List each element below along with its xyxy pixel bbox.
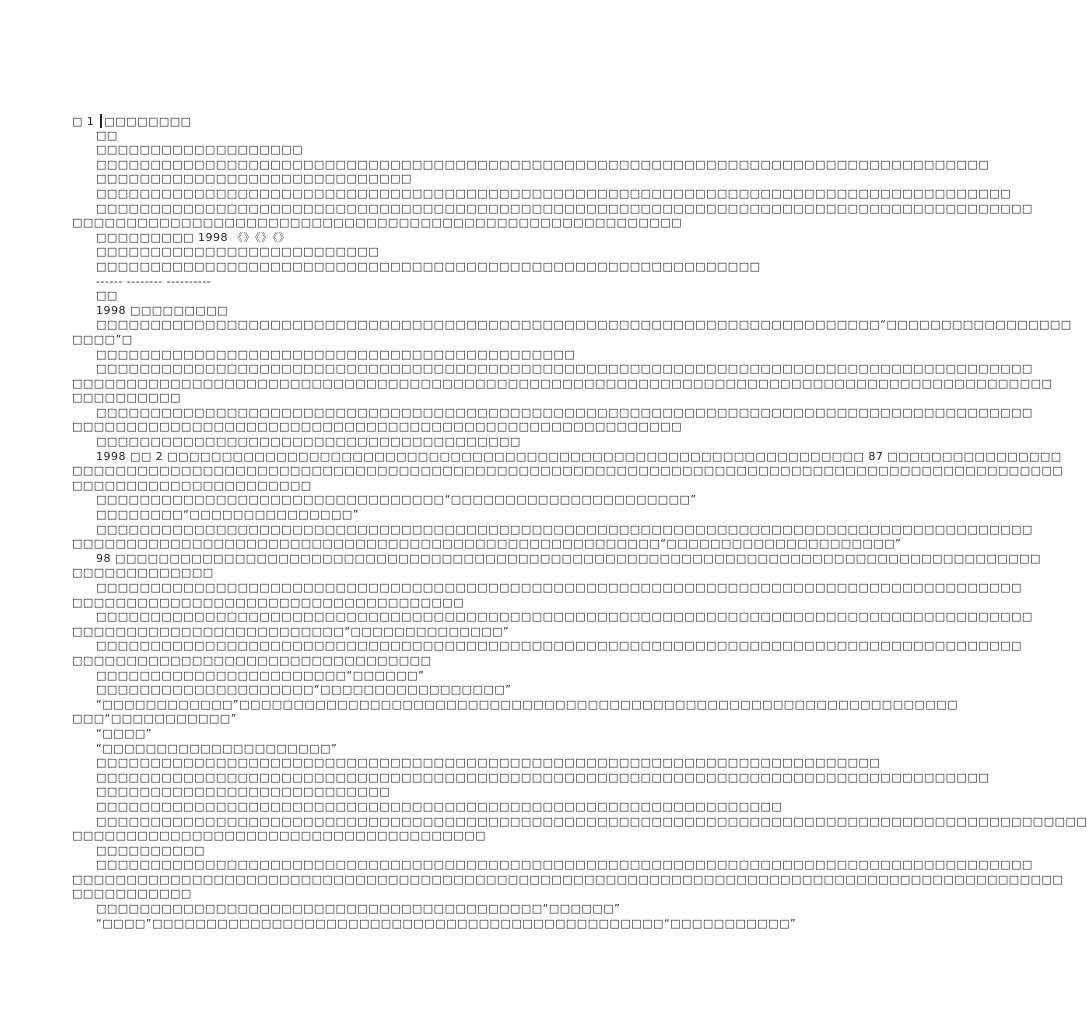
line-text: □□ bbox=[96, 289, 118, 303]
line-text: □□□□□□□□□□□□□□□□□□□□□□□□□□□□□□□□□□□□□□□□□□□□□□□□□□□□□□□□ bbox=[72, 420, 683, 434]
line-text: □□□□□□□□□□□□□□□□□□□□□□□□□□□□□□□□□□□□□□□□□□□□□□□□□□□□□□□□□□□□□□□□□□□□□□□□□□□□□□□□□□□□ bbox=[96, 186, 1012, 200]
text-line bbox=[72, 844, 708, 859]
text-line bbox=[72, 318, 1072, 333]
line-text: □□□□□□□□□□□□□□□□□□□□□□□□□□□□□□□□□ bbox=[72, 653, 432, 667]
line-text: □□□□□□□□“□□□□□□□□□□□□□□□” bbox=[96, 508, 359, 522]
text-line bbox=[72, 756, 881, 771]
line-text: □□□□□□□□□□ bbox=[96, 843, 205, 857]
text-line bbox=[72, 376, 1053, 392]
line-text: □□□□□□□□□□□□□□□□□□□□□□□□□□□□□□□□□□□□ bbox=[72, 595, 465, 609]
line-text: □□□□□□□□□□□□□□□□□□□□□□□□□□□□□□□□□□□□□□□□□□□□□□□□□□□□□□□□ bbox=[72, 216, 683, 230]
text-line bbox=[72, 157, 990, 173]
text-line bbox=[72, 129, 708, 144]
text-line bbox=[72, 435, 708, 450]
text-line bbox=[72, 362, 1033, 377]
line-text: □□□□□□□□□□□□□□□□□□□□□□ bbox=[72, 478, 312, 492]
text-line bbox=[72, 727, 708, 742]
text-line bbox=[72, 143, 708, 158]
document-body bbox=[72, 114, 1087, 931]
text-line bbox=[72, 902, 708, 917]
text-line bbox=[72, 566, 708, 581]
text-line bbox=[72, 186, 1012, 202]
line-text: □□□□□□□□□□□□□□□□□□□□□□□□□□□□□□□□□□□□□□□□□□□□□□□□□□□□□□□□□□□□□□□□□□□□□□□□□□□□□□□□□□□□□ bbox=[96, 639, 1022, 653]
line-text: □□□□□□□□□ 1998 《》《》《》 bbox=[96, 230, 291, 244]
text-line bbox=[72, 770, 990, 786]
line-text-after: □□□□□□□□ bbox=[104, 115, 192, 128]
line-text: □□□□□□□□□□□□□□□□□□□□□□□□□□□□□□□□□□□□□□□□□□□□□□□□□□□□□□□□□□□□□□□□□□□□□□□□□□□□□□□□□□□□□□□□□□ bbox=[72, 376, 1053, 390]
line-text: □□□□□□□□□□□□□□□□□□□□□□□□□□ bbox=[96, 245, 380, 259]
text-line bbox=[72, 829, 708, 844]
line-text: “□□□□” bbox=[96, 726, 152, 740]
text-line bbox=[72, 348, 708, 363]
text-line bbox=[72, 596, 708, 611]
line-text: □□□□□□□□□□□□□□□□□□□ bbox=[96, 143, 303, 157]
text-line bbox=[72, 697, 959, 713]
line-text: “□□□□□□□□□□□□”□□□□□□□□□□□□□□□□□□□□□□□□□□□□□□□□□□□□□□□□□□□□□□□□□□□□□□□□□□□□□□□□□□ bbox=[96, 697, 959, 711]
text-line bbox=[72, 172, 708, 187]
line-text: □□□□□□□□□□□□□□□□□□□□□□□□□□□ bbox=[96, 785, 391, 799]
text-line bbox=[72, 201, 1033, 217]
line-text: □□□□□□□□□□□□□ bbox=[72, 566, 214, 580]
text-line bbox=[72, 742, 708, 757]
line-text: ------ -------- ---------- bbox=[96, 274, 212, 288]
text-line bbox=[72, 814, 1087, 830]
text-line bbox=[72, 872, 1064, 888]
text-line bbox=[72, 581, 1022, 596]
line-text: □□□□□□□□□□□□□□□□□□□□□□□□□□□□□□□□□□□□□□□□□□□□□□□□□□□□□□□□□□□□□□□□□□□□□□□□□□□□□□□□□□□□□ bbox=[96, 581, 1022, 594]
line-text: □□□□□□□□□□□□□□□□□□□□□□□□□□□□□□□□□□□□□□□□□□□□□□□□□□□□□□□□□□□□□ bbox=[96, 259, 761, 273]
text-line bbox=[72, 654, 708, 669]
line-text: □□□□□□□□□□□□□□□□□□□□□□□□□□□□□□□□□□□□□□□□□□□□□□□□□□□□□□□□□□□□□□□□□□□□□□□□ bbox=[96, 756, 881, 770]
line-text: □□□□□□□□□□□□□□□□□□□□□□□□□□□□□□□□□□□□□□□ bbox=[96, 435, 521, 449]
line-text: □□□□□□□□□□□□□□□□□□□□□□□“□□□□□□” bbox=[96, 668, 425, 682]
line-text: 98 □□□□□□□□□□□□□□□□□□□□□□□□□□□□□□□□□□□□□□□□□□□□□□□□□□□□□□□□□□□□□□□□□□□□□□□□□□□□□□□□□□□□□ bbox=[96, 551, 1041, 565]
text-line bbox=[72, 259, 761, 275]
text-line bbox=[72, 625, 708, 640]
line-text: □□□□□□□□□□□□□□□□□□□□□□□□□□□□□□□□□□□□□□□□□□□□□□□□□□□□□□□□□□□□□□□□□□□□□□□□□□□□□□□□□□□□□□□□□□□ bbox=[96, 814, 1087, 828]
text-line bbox=[72, 449, 1062, 465]
text-line bbox=[72, 479, 708, 494]
line-text: □□□□□□□□□□□□□□□□□□□□□□□□□□□□□□□□□□□□□□□□□□□□□□□□□□□□□□□□□□□□□□□□□□□□□□□□□□□□□□□□□□□□□□ bbox=[96, 362, 1033, 376]
line-text: □□□□□□□□□□□□□□□□□□□□□□□□□□□□□□□□□□□□□□□□□□□□□□□□□□□□□□□□□□□□□□□□□□□□□□□□□□□□□□□□□□ bbox=[96, 770, 990, 784]
line-text: □□□□□□□□□□□□□□□□□□□□□□□□□□□□□□□□□□□□□□□□□□□□□□□□□□□□□□□□□□□□□□□□□□□□□□□□□□□□□□□□□□ bbox=[96, 157, 990, 171]
text-line bbox=[72, 610, 1033, 625]
text-line bbox=[72, 333, 708, 348]
line-text: □□□□□□□□□□□□□□□□□□□□□□□□□□□□□□□□□□□□□□□□□□□□□□□□□□□□□□□□□□□□□□□□□□□□□□□□□□□□□□□□□□□□□□ bbox=[96, 522, 1033, 536]
text-line bbox=[72, 858, 1033, 873]
text-line bbox=[72, 508, 708, 523]
text-line bbox=[72, 231, 708, 246]
text-line bbox=[72, 551, 1041, 567]
line-text: □□□□□□□□□□□□□□□□□□□□□□□□□□□□□□□□□□□□□□□□□□□□□□□□□□□□□□“□□□□□□□□□□□□□□□□□□□□□” bbox=[72, 537, 902, 551]
text-line bbox=[72, 799, 783, 815]
line-text: □□ bbox=[96, 128, 118, 142]
text-line bbox=[72, 537, 902, 552]
text-line bbox=[72, 304, 708, 319]
line-text: □□□“□□□□□□□□□□□” bbox=[72, 712, 237, 726]
text-cursor bbox=[100, 114, 102, 128]
line-text: □□□□□□□□□□□□□□□□□□□□□□□□□□□□□ bbox=[96, 172, 412, 186]
line-text: □□□□”□ bbox=[72, 332, 133, 346]
text-line bbox=[72, 887, 708, 902]
text-line bbox=[72, 522, 1033, 538]
line-text: “□□□□”□□□□□□□□□□□□□□□□□□□□□□□□□□□□□□□□□□□□□□□□□□□□□□□“□□□□□□□□□□□” bbox=[96, 916, 797, 930]
text-line bbox=[72, 114, 708, 129]
line-text: □□□□□□□□□□□□□□□□□□□□□□□□□□□□□□□□□□□□□□□□□□□□□□□□□□□□□□□□□□□□□□□□□□□□□□□□□□□□□□□□□□□□□□□□□□□ bbox=[72, 464, 1064, 478]
line-text: □□□□□□□□□□□□□□□□□□□□□□□□□□□□□□□□□□□□□□□□□“□□□□□□” bbox=[96, 902, 621, 916]
line-text: □□□□□□□□□□□□□□□□□□□□□□□□□□□□□□□□□□□□□□□□□□□□□□□□□□□□□□□□□□□□□□□□□□□□□□□□□□□□□□□□□□□□□□ bbox=[96, 201, 1033, 215]
text-line bbox=[72, 712, 708, 727]
line-text: 1998 □□□□□□□□□ bbox=[96, 303, 229, 317]
text-line bbox=[72, 275, 708, 290]
line-text: □ 1 bbox=[72, 115, 99, 128]
line-text: □□□□□□□□□□□□□□□□□□□□□□□□□“□□□□□□□□□□□□□□” bbox=[72, 624, 510, 638]
text-line bbox=[72, 785, 708, 800]
text-line bbox=[72, 493, 708, 508]
line-text: □□□□□□□□□□□□□□□□□□□□“□□□□□□□□□□□□□□□□□” bbox=[96, 683, 512, 697]
text-line bbox=[72, 420, 708, 435]
line-text: 1998 □□ 2 □□□□□□□□□□□□□□□□□□□□□□□□□□□□□□□□□□□□□□□□□□□□□□□□□□□□□□□□□□□□□□□□ 87 □□□□□□□□□□□□□□□□ bbox=[96, 449, 1062, 463]
text-line bbox=[72, 391, 708, 406]
text-line bbox=[72, 669, 708, 684]
line-text: □□□□□□□□□□□□□□□□□□□□□□□□□□□□□□□□□□□□□□□□□□□□ bbox=[96, 347, 576, 361]
text-line bbox=[72, 916, 797, 932]
line-text: □□□□□□□□□□ bbox=[72, 391, 181, 405]
text-line bbox=[72, 216, 708, 231]
text-line bbox=[72, 464, 1064, 479]
line-text: □□□□□□□□□□□□□□□□□□□□□□□□□□□□□□□□□□□□□□□□□□□□□□□□□□□□□□□□□□□□□□□□□□□□□□□□□□□□□□□□□□□□□□ bbox=[96, 858, 1033, 872]
line-text: □□□□□□□□□□□□□□□□□□□□□□□□□□□□□□□□□□□□□□ bbox=[72, 829, 486, 843]
line-text: □□□□□□□□□□□□□□□□□□□□□□□□□□□□□□□□“□□□□□□□□□□□□□□□□□□□□□□” bbox=[96, 493, 697, 507]
text-line bbox=[72, 289, 708, 304]
text-line bbox=[72, 639, 1022, 654]
text-line bbox=[72, 683, 708, 698]
line-text: □□□□□□□□□□□□□□□□□□□□□□□□□□□□□□□□□□□□□□□□□□□□□□□□□□□□□□□□□□□□□□□□□□□□□□□□□□□□□□□□□□□□□□ bbox=[96, 610, 1033, 624]
line-text: □□□□□□□□□□□ bbox=[72, 887, 192, 901]
text-line bbox=[72, 405, 1033, 421]
line-text: □□□□□□□□□□□□□□□□□□□□□□□□□□□□□□□□□□□□□□□□□□□□□□□□□□□□□□□□□□□□□□□□□□□□□□□□□□□□□□□□□□□□□□□□□□□ bbox=[72, 872, 1064, 886]
line-text: □□□□□□□□□□□□□□□□□□□□□□□□□□□□□□□□□□□□□□□□□□□□□□□□□□□□□□□□□□□□□□□□□□□□□□□□□□□□□□□□□□□□□□ bbox=[96, 405, 1033, 419]
line-text: “□□□□□□□□□□□□□□□□□□□□□” bbox=[96, 741, 338, 755]
text-line bbox=[72, 245, 708, 260]
line-text: □□□□□□□□□□□□□□□□□□□□□□□□□□□□□□□□□□□□□□□□□□□□□□□□□□□□□□□□□□□□□□□□□□□□□□□□“□□□□□□□□□□□□□□□□□ bbox=[96, 318, 1072, 332]
line-text: □□□□□□□□□□□□□□□□□□□□□□□□□□□□□□□□□□□□□□□□□□□□□□□□□□□□□□□□□□□□□□□ bbox=[96, 799, 783, 813]
